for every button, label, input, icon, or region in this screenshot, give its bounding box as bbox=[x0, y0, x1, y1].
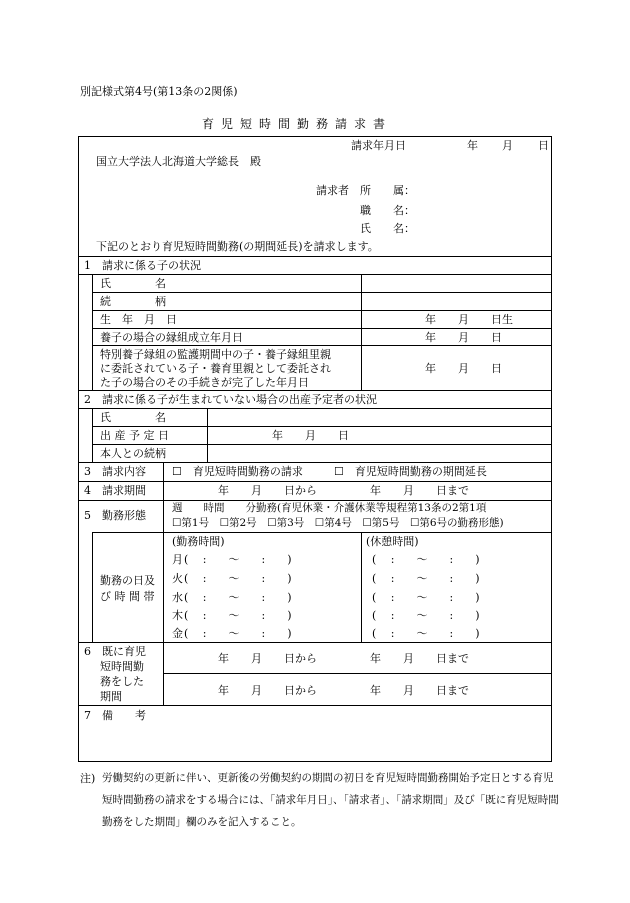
special-adoption-label-3: た子の場合のその手続きが完了した年月日 bbox=[100, 376, 309, 389]
rule bbox=[92, 532, 552, 533]
rule bbox=[78, 500, 552, 501]
request-date-label: 請求年月日 bbox=[351, 139, 406, 152]
rule bbox=[78, 481, 552, 482]
rest-time-monday: ( : 〜 : ) bbox=[372, 553, 480, 566]
rest-time-friday: ( : 〜 : ) bbox=[372, 627, 480, 640]
rule bbox=[92, 292, 552, 293]
rule bbox=[163, 673, 552, 674]
period-to: 年 月 日まで bbox=[370, 484, 469, 497]
rule bbox=[361, 274, 362, 390]
work-time-wednesday: ( : 〜 : ) bbox=[184, 591, 292, 604]
day-monday: 月 bbox=[172, 553, 183, 566]
rule bbox=[78, 705, 552, 706]
prior-period-2-to: 年 月 日まで bbox=[370, 684, 469, 697]
day-tuesday: 火 bbox=[172, 572, 183, 585]
section6-label-4: 期間 bbox=[100, 690, 122, 703]
section7-label: 7 備 考 bbox=[84, 709, 146, 722]
rule bbox=[361, 532, 362, 642]
section3-label: 3 請求内容 bbox=[84, 465, 146, 478]
period-from: 年 月 日から bbox=[218, 484, 317, 497]
request-date-month: 月 bbox=[502, 139, 513, 152]
work-time-thursday: ( : 〜 : ) bbox=[184, 609, 292, 622]
child-relation-label: 続 柄 bbox=[100, 295, 166, 308]
expectant-name-label: 氏 名 bbox=[100, 411, 166, 424]
rule bbox=[207, 408, 208, 462]
day-wednesday: 水 bbox=[172, 591, 183, 604]
rest-time-thursday: ( : 〜 : ) bbox=[372, 609, 480, 622]
requester-position: 職 名： bbox=[360, 204, 415, 217]
day-thursday: 木 bbox=[172, 609, 183, 622]
rule bbox=[92, 345, 552, 346]
day-friday: 金 bbox=[172, 627, 183, 640]
section2-heading: 2 請求に係る子が生まれていない場合の出産予定者の状況 bbox=[84, 393, 377, 406]
intro-text: 下記のとおり育児短時間勤務(の期間延長)を請求します。 bbox=[96, 240, 379, 253]
work-hours-header: (勤務時間) bbox=[172, 535, 225, 548]
section5-label: 5 勤務形態 bbox=[84, 509, 146, 522]
rule bbox=[78, 390, 552, 391]
child-birthdate-value: 年 月 日生 bbox=[425, 313, 513, 326]
rule bbox=[92, 274, 93, 390]
form-title: 育児短時間勤務請求書 bbox=[202, 117, 393, 131]
work-time-tuesday: ( : 〜 : ) bbox=[184, 572, 292, 585]
work-pattern-checkboxes[interactable]: ☐第1号 ☐第2号 ☐第3号 ☐第4号 ☐第5号 ☐第6号の勤務形態) bbox=[172, 517, 504, 529]
note-prefix: 注) bbox=[80, 772, 96, 785]
child-birthdate-label: 生 年 月 日 bbox=[100, 313, 177, 326]
requester-name: 氏 名： bbox=[360, 222, 415, 235]
schedule-label-2: び 時 間 帯 bbox=[100, 590, 155, 603]
rule bbox=[163, 500, 164, 642]
request-date-year: 年 bbox=[467, 139, 478, 152]
requester-label: 請求者 bbox=[316, 184, 349, 197]
prior-period-1-to: 年 月 日まで bbox=[370, 652, 469, 665]
work-time-friday: ( : 〜 : ) bbox=[184, 627, 292, 640]
rule bbox=[92, 426, 552, 427]
special-adoption-label-1: 特別養子縁組の監護期間中の子・養子縁組里親 bbox=[100, 348, 331, 361]
rest-time-tuesday: ( : 〜 : ) bbox=[372, 572, 480, 585]
special-adoption-label-2: に委託されている子・養育里親として委託され bbox=[100, 362, 331, 375]
due-date-value: 年 月 日 bbox=[272, 429, 349, 442]
rule bbox=[92, 310, 552, 311]
section4-label: 4 請求期間 bbox=[84, 484, 146, 497]
request-date-day: 日 bbox=[538, 139, 549, 152]
adoption-date-label: 養子の場合の縁組成立年月日 bbox=[100, 331, 243, 344]
schedule-label-1: 勤務の日及 bbox=[100, 574, 155, 587]
rule bbox=[78, 642, 552, 643]
prior-period-2-from: 年 月 日から bbox=[218, 684, 317, 697]
requester-affiliation: 所 属： bbox=[360, 184, 415, 197]
section6-label-3: 務をした bbox=[100, 675, 144, 688]
rest-time-wednesday: ( : 〜 : ) bbox=[372, 591, 480, 604]
request-option-extension[interactable]: ☐ 育児短時間勤務の期間延長 bbox=[334, 465, 487, 478]
section1-heading: 1 請求に係る子の状況 bbox=[84, 259, 201, 272]
section6-label-2: 短時間勤 bbox=[100, 660, 144, 673]
rule bbox=[92, 532, 93, 642]
addressee: 国立大学法人北海道大学総長 殿 bbox=[96, 155, 261, 168]
rule bbox=[92, 444, 552, 445]
prior-period-1-from: 年 月 日から bbox=[218, 652, 317, 665]
child-name-label: 氏 名 bbox=[100, 277, 166, 290]
special-adoption-value: 年 月 日 bbox=[425, 362, 502, 375]
rule bbox=[163, 462, 164, 500]
rule bbox=[163, 642, 164, 705]
rule bbox=[92, 408, 93, 462]
adoption-date-value: 年 月 日 bbox=[425, 331, 502, 344]
rest-hours-header: (休憩時間) bbox=[366, 535, 419, 548]
relation-to-self-label: 本人との続柄 bbox=[100, 447, 166, 460]
work-pattern-line1: 週 時間 分勤務(育児休業・介護休業等規程第13条の2第1項 bbox=[172, 502, 487, 514]
section6-label-1: 6 既に育児 bbox=[84, 645, 146, 658]
request-option-new[interactable]: ☐ 育児短時間勤務の請求 bbox=[172, 465, 303, 478]
due-date-label: 出 産 予 定 日 bbox=[100, 429, 169, 442]
rule bbox=[78, 462, 552, 463]
rule bbox=[78, 274, 552, 275]
form-reference: 別記様式第4号(第13条の2関係) bbox=[80, 85, 238, 98]
work-time-monday: ( : 〜 : ) bbox=[184, 553, 292, 566]
rule bbox=[78, 408, 552, 409]
rule bbox=[78, 256, 552, 257]
note-text: 労働契約の更新に伴い、更新後の労働契約の期間の初日を育児短時間勤務開始予定日とする育児短時間勤務の請求をする場合には、「請求年月日」、「請求者」、「請求期間」及び「既に育児短時間勤務をした期間」欄のみを記入すること。 bbox=[102, 772, 559, 828]
rule bbox=[92, 328, 552, 329]
